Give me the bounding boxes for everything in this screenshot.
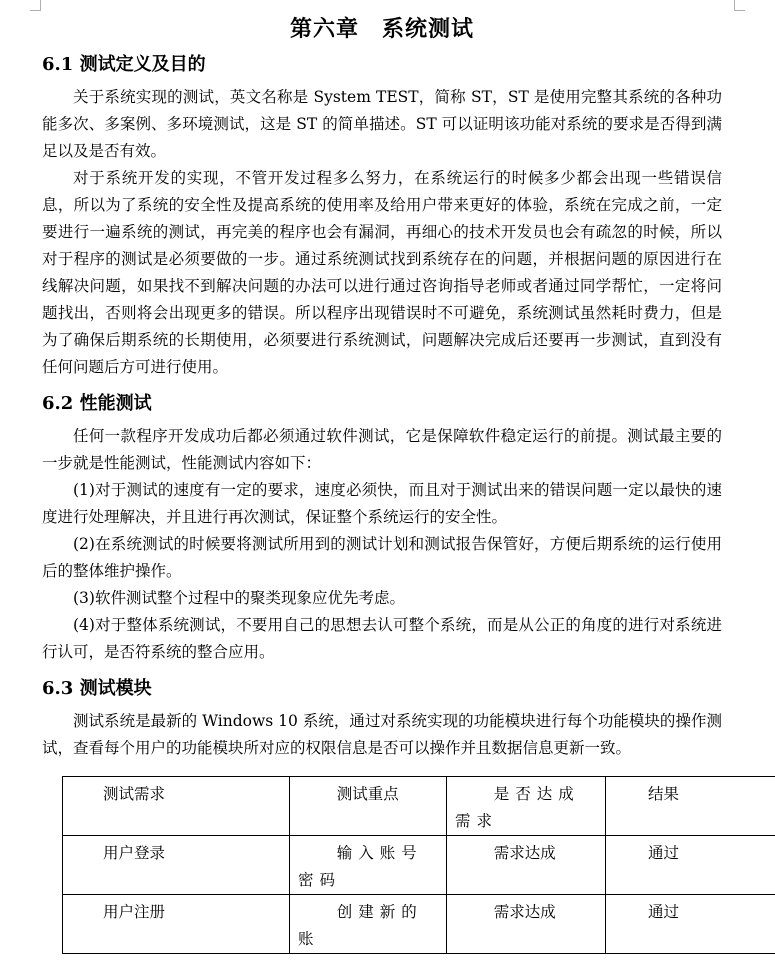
table-header-cell: 是否达成需求	[447, 777, 606, 836]
section-heading-6-1: 6.1 测试定义及目的	[42, 54, 206, 75]
section-heading-6-3: 6.3 测试模块	[42, 678, 152, 699]
table-row	[63, 895, 775, 954]
list-item-paragraph: (4)对于整体系统测试，不要用自己的思想去认可整个系统，而是从公正的角度的进行对系统进行认可，是否符系统的整合应用。	[42, 616, 722, 661]
section-heading-6-2: 6.2 性能测试	[42, 393, 152, 414]
table-header-row	[63, 777, 775, 836]
table-header-cell: 测试需求	[63, 777, 290, 836]
table-row	[63, 836, 775, 895]
table-cell: 用户登录	[63, 836, 290, 895]
page-corner-mark-left	[30, 0, 41, 11]
table-header-cell: 结果	[606, 777, 775, 836]
table-cell: 创建新的账	[290, 895, 447, 954]
chapter-title: 第六章 系统测试	[289, 16, 474, 42]
table-cell: 通过	[606, 895, 775, 954]
paragraph: 任何一款程序开发成功后都必须通过软件测试，它是保障软件稳定运行的前提。测试最主要的一步就是性能测试，性能测试内容如下：	[42, 427, 722, 472]
paragraph: 对于系统开发的实现，不管开发过程多么努力，在系统运行的时候多少都会出现一些错误信息，所以为了系统的安全性及提高系统的使用率及给用户带来更好的体验，系统在完成之前，一定要进行一遍系统的测试，再完美的程序也会有漏洞，再细心的技术开发员也会有疏忽的时候，所以对于程序的测试是必须要做的一步。通过系统测试找到系统存在的问题，并根据问题的原因进行在线解决问题，如果找不到解决问题的办法可以进行通过咨询指导老师或者通过同学帮忙，一定将问题找出，否则将会出现更多的错误。所以程序出现错误时不可避免，系统测试虽然耗时费力，但是为了确保后期系统的长期使用，必须要进行系统测试，问题解决完成后还要再一步测试，直到没有任何问题后方可进行使用。	[42, 169, 722, 376]
list-item-paragraph: (3)软件测试整个过程中的聚类现象应优先考虑。	[73, 589, 405, 607]
table-cell: 输入账号密码	[290, 836, 447, 895]
paragraph: 关于系统实现的测试，英文名称是 System TEST，简称 ST，ST 是使用完整其系统的各种功能多次、多案例、多环境测试，这是 ST 的简单描述。ST 可以证明该功能对系统的要求是否得到满足以及是否有效。	[42, 88, 722, 160]
list-item-paragraph: (1)对于测试的速度有一定的要求，速度必须快，而且对于测试出来的错误问题一定以最快的速度进行处理解决，并且进行再次测试，保证整个系统运行的安全性。	[42, 481, 722, 526]
table-cell: 需求达成	[447, 836, 606, 895]
table-cell: 需求达成	[447, 895, 606, 954]
table-header-cell: 测试重点	[290, 777, 447, 836]
page-corner-mark-right	[734, 0, 745, 11]
list-item-paragraph: (2)在系统测试的时候要将测试所用到的测试计划和测试报告保管好，方便后期系统的运行使用后的整体维护操作。	[42, 535, 722, 580]
table-cell: 用户注册	[63, 895, 290, 954]
document-page	[42, 0, 722, 954]
table-cell: 通过	[606, 836, 775, 895]
paragraph: 测试系统是最新的 Windows 10 系统，通过对系统实现的功能模块进行每个功能模块的操作测试，查看每个用户的功能模块所对应的权限信息是否可以操作并且数据信息更新一致。	[42, 712, 722, 757]
test-table	[62, 776, 775, 954]
